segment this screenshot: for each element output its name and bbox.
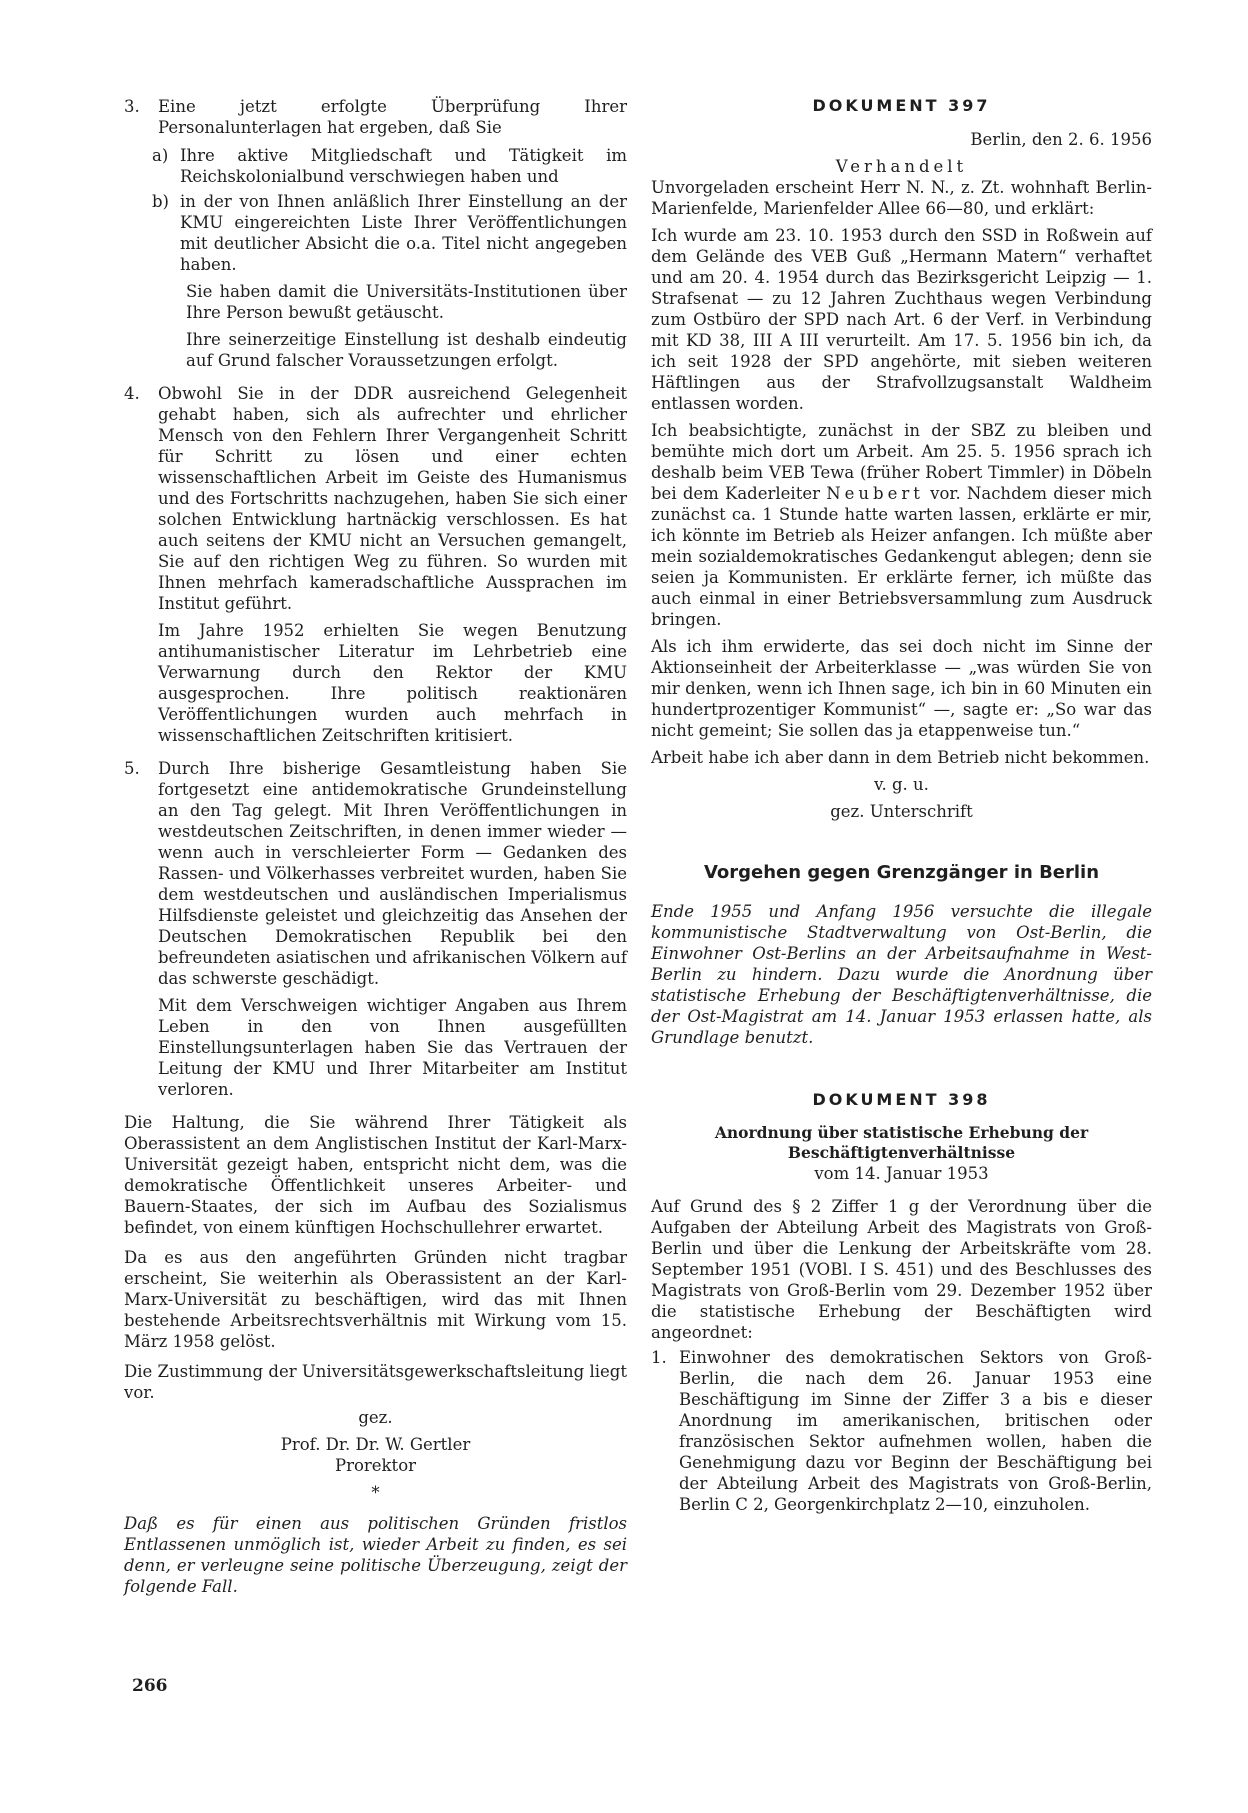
paragraph <box>651 420 1152 630</box>
page-number: 266 <box>132 1676 168 1696</box>
paragraph: Die Zustimmung der Universitätsgewerkschaftsleitung liegt vor. <box>124 1362 627 1402</box>
name-spaced: Neubert <box>826 484 924 503</box>
text-span: Ich beabsichtigte, zunächst in der SBZ zu bleiben und bemühte mich dort um Arbeit. Am 25. 5. 1956 sprach ich deshalb beim VEB Tewa (früher Robert Timmler) in Döbeln bei dem Kaderleiter <box>651 421 1152 503</box>
paragraph: Durch Ihre bisherige Gesamtleistung haben Sie fortgesetzt eine antidemokratische Grundeinstellung an den Tag gelegt. Mit Ihren Veröffentlichungen in westdeutschen Zeitschriften, in denen immer wieder — wenn auch in verschleierter Form — Gedanken des Rassen- und Völkerhasses verbreitet wurden, haben Sie dem westdeutschen und ausländischen Imperialismus Hilfsdienste geleistet und gleichzeitig das Ansehen der Deutschen Demokratischen Republik bei den befreundeten asiatischen und afrikanischen Völkern auf das schwerste geschädigt. <box>158 759 627 988</box>
paragraph: Mit dem Verschweigen wichtiger Angaben aus Ihrem Leben in den von Ihnen ausgefüllten Einstellungsunterlagen haben Sie das Vertrauen der Leitung der KMU und Ihrer Mitarbeiter am Institut verloren. <box>158 996 627 1099</box>
paragraph: Arbeit habe ich aber dann in dem Betrieb nicht bekommen. <box>651 748 1150 767</box>
list-item-4 <box>124 383 627 746</box>
sub-letter: a) <box>152 146 169 165</box>
paragraph: Unvorgeladen erscheint Herr N. N., z. Zt. wohnhaft Berlin-Marienfelde, Marienfelder Allee 66—80, und erklärt: <box>651 178 1152 218</box>
paragraph: Da es aus den angeführten Gründen nicht tragbar erscheint, Sie weiterhin als Oberassistent an der Karl-Marx-Universität zu beschäftigen, wird das mit Ihnen bestehende Arbeitsrechtsverhältnis mit Wirkung vom 15. März 1958 gelöst. <box>124 1248 627 1351</box>
section-title: Vorgehen gegen Grenzgänger in Berlin <box>703 862 1100 883</box>
list-item-3 <box>124 96 627 138</box>
document-date: Berlin, den 2. 6. 1956 <box>970 130 1152 149</box>
sub-item-b <box>152 191 627 275</box>
paragraph: Ihre seinerzeitige Einstellung ist deshalb eindeutig auf Grund falscher Voraussetzungen erfolgt. <box>186 330 627 370</box>
text-span: vor. Nachdem dieser mich zunächst ca. 1 Stunde hatte warten lassen, erklärte er mir, ich könnte im Betrieb als Heizer anfangen. Ich müßte aber mein sozialdemokratisches Gedankengut ablegen; denn sie seien ja Kommunisten. Er erklärte ferner, ich müßte das auch einmal in einer Betriebsversammlung zum Ausdruck bringen. <box>651 484 1152 629</box>
list-number: 4. <box>124 384 140 403</box>
left-column <box>124 96 627 1597</box>
paragraph: Ich wurde am 23. 10. 1953 durch den SSD in Roßwein auf dem Gelände des VEB Guß „Hermann Matern“ verhaftet und am 20. 4. 1954 durch das Bezirksgericht Leipzig — 1. Strafsenat — zu 12 Jahren Zuchthaus wegen Verbindung zum Ostbüro der SPD nach Art. 6 der Verf. in Verbindung mit KD 38, III A III verurteilt. Am 17. 5. 1956 bin ich, da ich seit 1928 der SPD angehörte, mit sieben weiteren Häftlingen aus der Strafvollzugsanstalt Waldheim entlassen worden. <box>651 226 1152 413</box>
decree-date: vom 14. Januar 1953 <box>814 1164 989 1183</box>
vgu-note: v. g. u. <box>874 775 929 794</box>
list-number: 3. <box>124 97 140 116</box>
verhandelt-label: Verhandelt <box>835 157 968 176</box>
paragraph: Obwohl Sie in der DDR ausreichend Gelegenheit gehabt haben, sich als aufrechter und ehrlicher Mensch von den Fehlern Ihrer Vergangenheit Schritt für Schritt zu lösen und einer echten wissenschaftlichen Arbeit im Geiste des Humanismus und des Fortschritts nachzugehen, haben Sie sich einer solchen Entwicklung hartnäckig verschlossen. Es hat auch seitens der KMU nicht an Versuchen gemangelt, Sie auf den richtigen Weg zu führen. So wurden mit Ihnen mehrfach kameradschaftliche Aussprachen im Institut geführt. <box>158 384 627 613</box>
list-number: 1. <box>651 1348 667 1367</box>
document-heading-398: DOKUMENT 398 <box>812 1090 991 1109</box>
asterisk-separator: * <box>371 1483 380 1502</box>
paragraph: Die Haltung, die Sie während Ihrer Tätigkeit als Oberassistent an dem Anglistischen Institut der Karl-Marx-Universität gezeigt haben, entspricht nicht dem, was die demokratische Öffentlichkeit unseres Arbeiter- und Bauern-Staates, der sich im Aufbau des Sozialismus befindet, von einem künftigen Hochschullehrer erwartet. <box>124 1113 627 1237</box>
paragraph: Auf Grund des § 2 Ziffer 1 g der Verordnung über die Aufgaben der Abteilung Arbeit des Magistrats von Groß-Berlin und über die Lenkung der Arbeitskräfte vom 28. September 1951 (VOBl. I S. 451) und des Beschlusses des Magistrats von Groß-Berlin vom 29. Dezember 1952 über die statistische Erhebung der Beschäftigten wird angeordnet: <box>651 1197 1152 1342</box>
paragraph: Im Jahre 1952 erhielten Sie wegen Benutzung antihumanistischer Literatur im Lehrbetrieb eine Verwarnung durch den Rektor der KMU ausgesprochen. Ihre politisch reaktionären Veröffentlichungen wurden auch mehrfach in wissenschaftlichen Zeitschriften kritisiert. <box>158 621 627 745</box>
paragraph: Sie haben damit die Universitäts-Institutionen über Ihre Person bewußt getäuscht. <box>186 282 627 322</box>
list-number: 5. <box>124 759 140 778</box>
sub-item-a <box>152 145 627 187</box>
signature-name: Prof. Dr. Dr. W. Gertler <box>280 1435 471 1454</box>
list-item-1 <box>651 1347 1152 1515</box>
decree-title-line2: Beschäftigtenverhältnisse <box>787 1143 1016 1162</box>
paragraph: Eine jetzt erfolgte Überprüfung Ihrer Personalunterlagen hat ergeben, daß Sie <box>158 97 627 137</box>
italic-note: Daß es für einen aus politischen Gründen fristlos Entlassenen unmöglich ist, wieder Arbeit zu finden, es sei denn, er verleugne seine politische Überzeugung, zeigt der folgende Fall. <box>124 1514 627 1596</box>
paragraph: Ihre aktive Mitgliedschaft und Tätigkeit im Reichskolonialbund verschwiegen haben und <box>180 146 627 186</box>
paragraph: Einwohner des demokratischen Sektors von Groß-Berlin, die nach dem 26. Januar 1953 eine Beschäftigung im Sinne der Ziffer 3 a bis e dieser Anordnung im amerikanischen, britischen oder französischen Sektor aufnehmen wollen, haben die Genehmigung dazu vor Beginn der Beschäftigung bei der Abteilung Arbeit des Magistrats von Groß-Berlin, Berlin C 2, Georgenkirchplatz 2—10, einzuholen. <box>679 1348 1152 1514</box>
decree-title-line1: Anordnung über statistische Erhebung der <box>714 1123 1089 1142</box>
right-column <box>651 96 1152 1522</box>
document-heading-397: DOKUMENT 397 <box>812 96 991 115</box>
section-intro: Ende 1955 und Anfang 1956 versuchte die illegale kommunistische Stadtverwaltung von Ost-Berlin, die Einwohner Ost-Berlins an der Arbeitsaufnahme in West-Berlin zu hindern. Dazu wurde die Anordnung über statistische Erhebung der Beschäftigtenverhältnisse, die der Ost-Magistrat am 14. Januar 1953 erlassen hatte, als Grundlage benutzt. <box>651 902 1152 1047</box>
signature-title: Prorektor <box>334 1456 417 1475</box>
list-item-5 <box>124 758 627 1100</box>
paragraph: Als ich ihm erwiderte, das sei doch nicht im Sinne der Aktionseinheit der Arbeiterklasse — „was würden Sie von mir denken, wenn ich Ihnen sage, ich bin in 60 Minuten ein hundertprozentiger Kommunist“ —, sagte er: „So war das nicht gemeint; Sie sollen das ja etappenweise tun.“ <box>651 637 1152 740</box>
paragraph: in der von Ihnen anläßlich Ihrer Einstellung an der KMU eingereichten Liste Ihrer Veröffentlichungen mit deutlicher Absicht die o.a. Titel nicht angegeben haben. <box>180 192 627 274</box>
signature-gez: gez. <box>358 1408 393 1427</box>
sub-letter: b) <box>152 192 169 211</box>
signature: gez. Unterschrift <box>830 802 973 821</box>
